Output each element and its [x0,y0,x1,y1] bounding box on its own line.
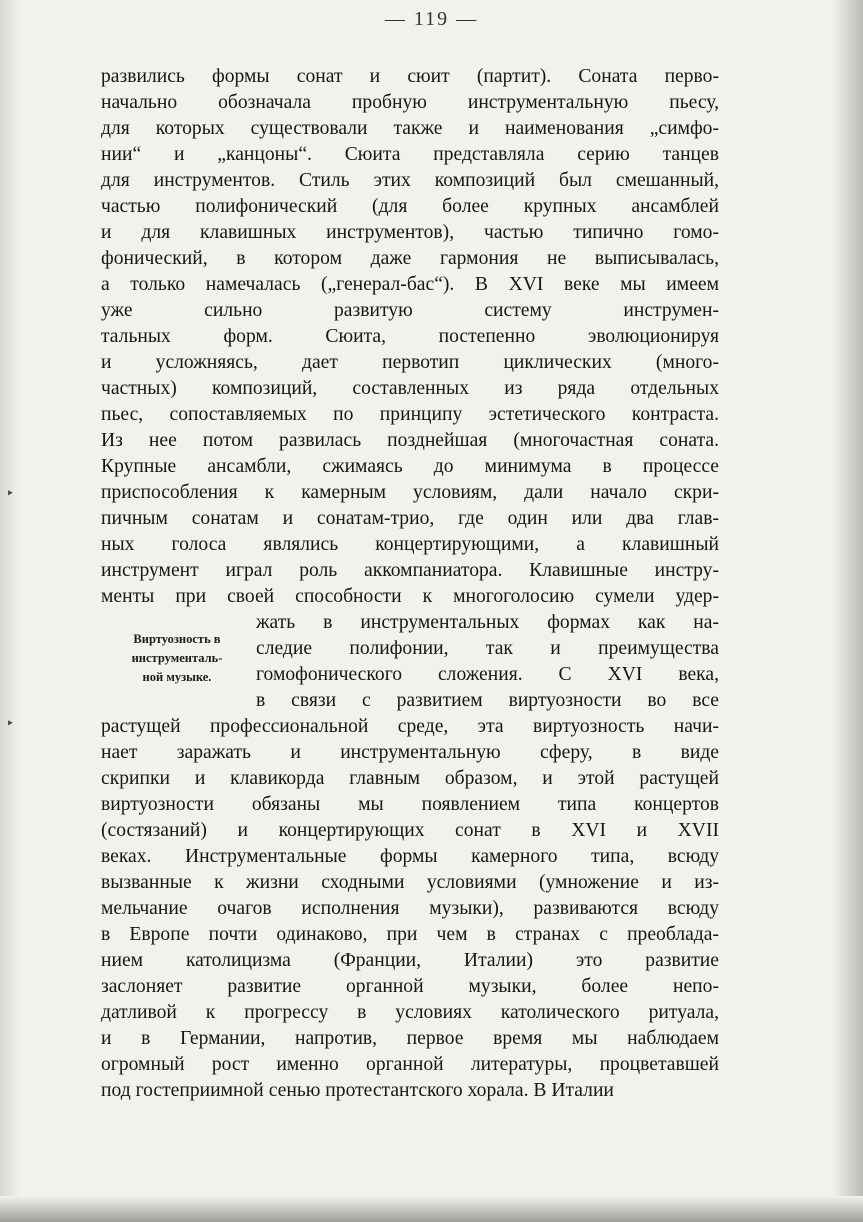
text-line: пьес, сопоставляемых по принципу эстетического контраста. [101,404,719,425]
text-line: мельчание очагов исполнения музыки), развиваются всюду [101,898,719,919]
margin-side-note [103,630,251,687]
text-line: гомофонического сложения. С XVI века, [256,664,719,685]
text-line: нии“ и „канцоны“. Сюита представляла серию танцев [101,144,719,165]
text-line: Крупные ансамбли, сжимаясь до минимума в процессе [101,456,719,477]
text-line: нает заражать и инструментальную сферу, в виде [101,742,719,763]
text-line: тальных форм. Сюита, постепенно эволюционируя [101,326,719,347]
text-line: огромный рост именно органной литературы, процветавшей [101,1054,719,1075]
text-line: (состязаний) и концертирующих сонат в XVI и XVII [101,820,719,841]
text-line: и в Германии, напротив, первое время мы наблюдаем [101,1028,719,1049]
text-line: менты при своей способности к многоголосию сумели удер- [101,586,719,607]
scan-margin-mark: ‣ [6,717,15,732]
page-right-edge-shadow [833,0,863,1222]
text-line: ных голоса являлись концертирующими, а клавишный [101,534,719,555]
scan-margin-mark: ‣ [6,487,15,502]
page-left-edge-shadow [0,0,20,1222]
side-note-line: ной музыке. [142,670,212,684]
text-line: частных) композиций, составленных из ряда отдельных [101,378,719,399]
text-line: а только намечалась („генерал-бас“). В XVI веке мы имеем [101,274,719,295]
text-line: приспособления к камерным условиям, дали начало скри- [101,482,719,503]
text-line: веках. Инструментальные формы камерного типа, всюду [101,846,719,867]
text-line: вызванные к жизни сходными условиями (умножение и из- [101,872,719,893]
text-line: для инструментов. Стиль этих композиций был смешанный, [101,170,719,191]
text-line: датливой к прогрессу в условиях католического ритуала, [101,1002,719,1023]
text-line: заслоняет развитие органной музыки, более непо- [101,976,719,997]
text-line: для которых существовали также и наименования „симфо- [101,118,719,139]
text-line: инструмент играл роль аккомпаниатора. Клавишные инстру- [101,560,719,581]
text-line: пичным сонатам и сонатам-трио, где один или два глав- [101,508,719,529]
text-line: и для клавишных инструментов), частью типично гомо- [101,222,719,243]
text-line: уже сильно развитую систему инструмен- [101,300,719,321]
text-line: нием католицизма (Франции, Италии) это развитие [101,950,719,971]
text-line: скрипки и клавикорда главным образом, и этой растущей [101,768,719,789]
text-line: под гостеприимной сенью протестантского хорала. В Италии [101,1080,614,1101]
text-line: виртуозности обязаны мы появлением типа концертов [101,794,719,815]
text-line: в связи с развитием виртуозности во все [256,690,719,711]
text-line: частью полифонический (для более крупных ансамблей [101,196,719,217]
text-line: жать в инструментальных формах как на- [256,612,719,633]
text-line: развились формы сонат и сюит (партит). Соната перво- [101,66,719,87]
text-line: в Европе почти одинаково, при чем в странах с преоблада- [101,924,719,945]
body-lines-indented [256,610,719,714]
side-note-line: Виртуозность в [133,632,221,646]
body-lines-top [101,64,719,610]
text-line: и усложняясь, дает первотип циклических (много- [101,352,719,373]
page-bottom-edge-shadow [0,1196,863,1222]
side-note-line: инструменталь- [131,651,223,665]
text-line: Из нее потом развилась позднейшая (многочастная соната. [101,430,719,451]
body-lines-bottom [101,714,719,1104]
text-line: следие полифонии, так и преимущества [256,638,719,659]
text-line: растущей профессиональной среде, эта виртуозность начи- [101,716,719,737]
text-line: фонический, в котором даже гармония не выписывалась, [101,248,719,269]
page-number: — 119 — [384,8,479,30]
body-text [101,64,719,1104]
text-line: начально обозначала пробную инструментальную пьесу, [101,92,719,113]
